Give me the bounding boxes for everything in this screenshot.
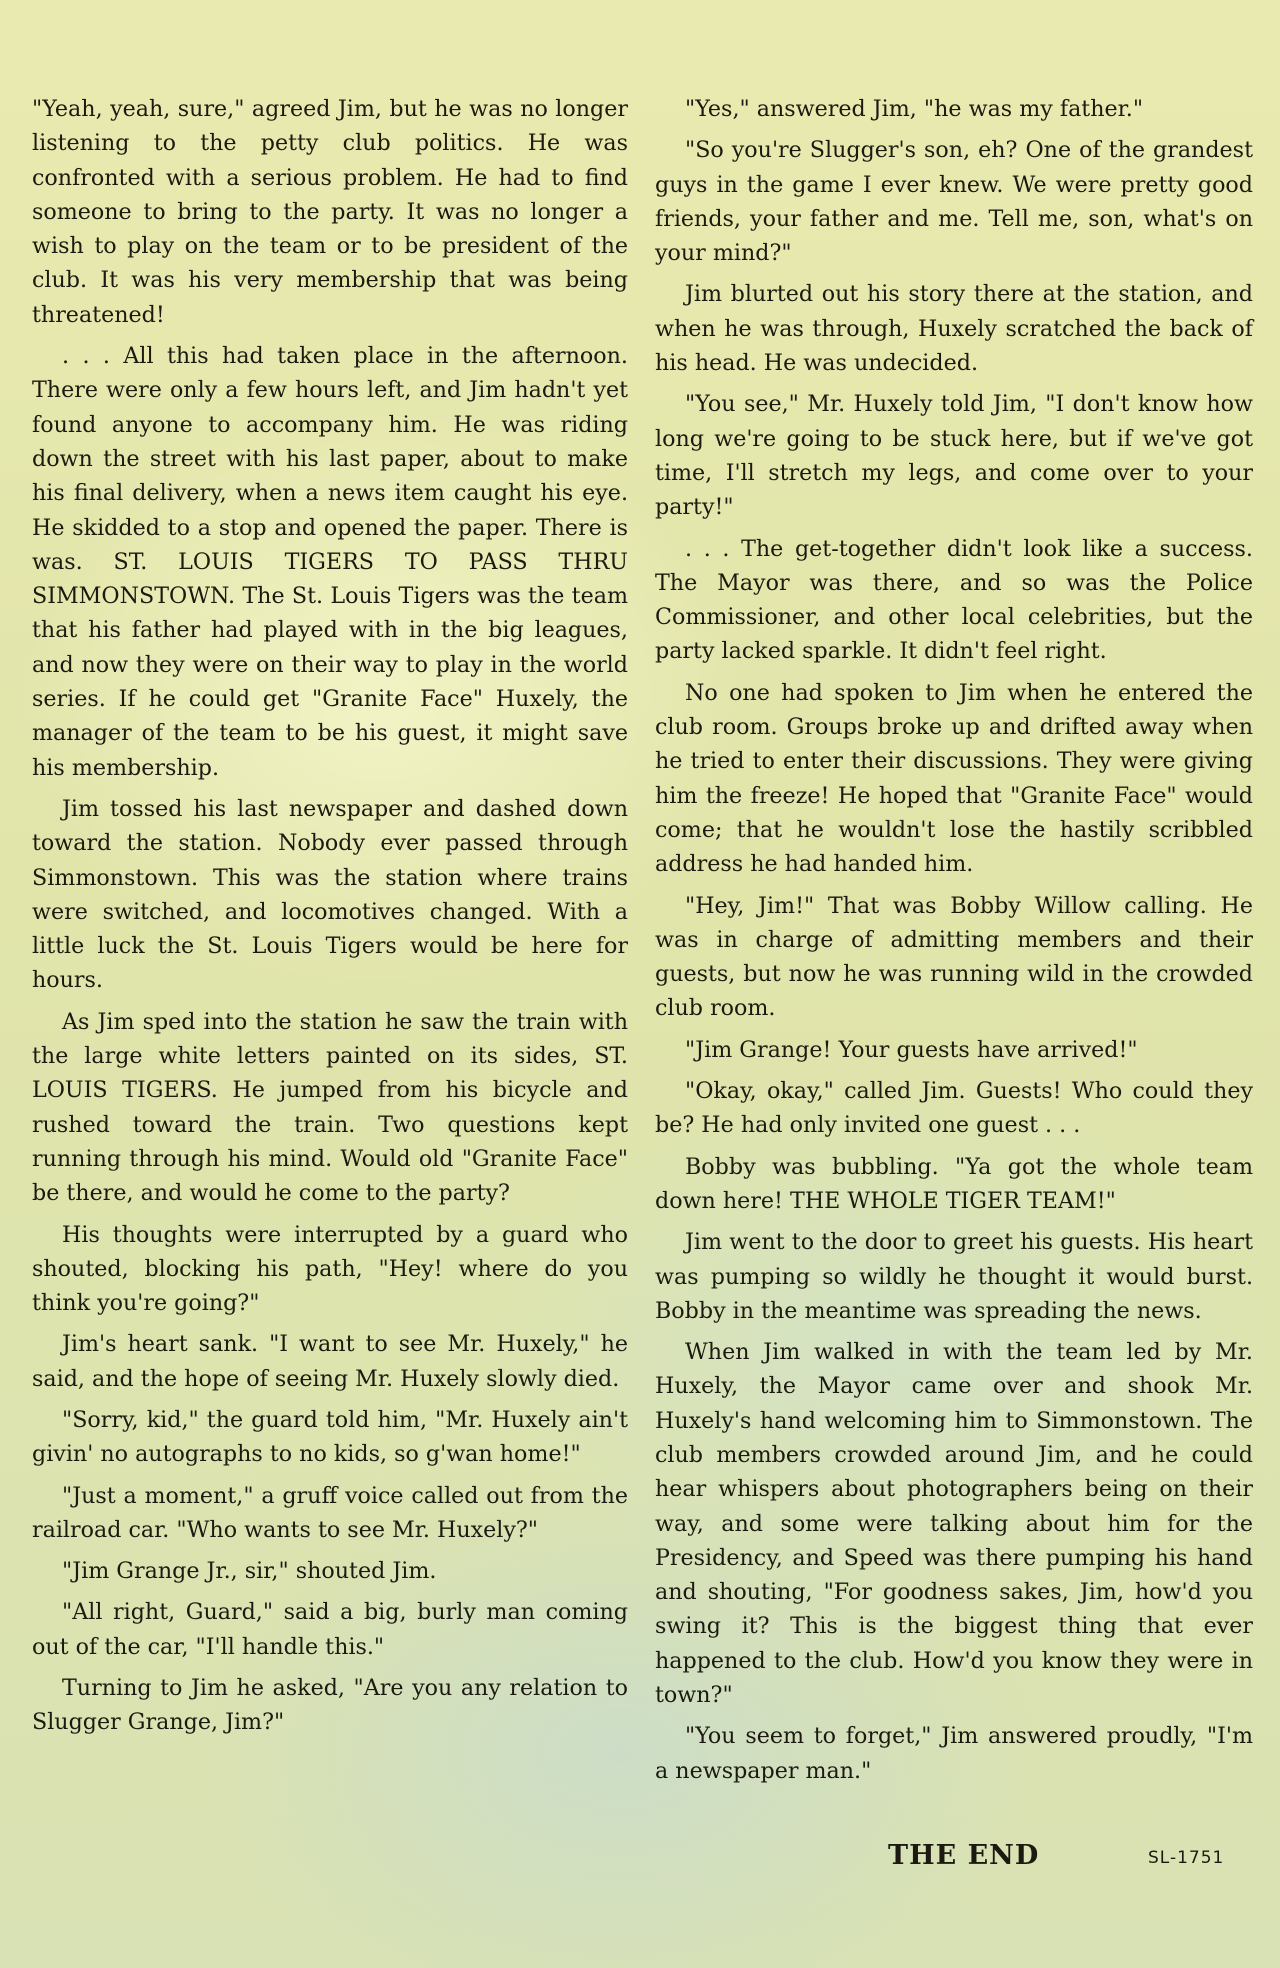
paragraph: Bobby was bubbling. "Ya got the whole team down here! THE WHOLE TIGER TEAM!" — [655, 1153, 1253, 1214]
paragraph: "Sorry, kid," the guard told him, "Mr. Huxely ain't givin' no autographs to no kids, so g'wan home!" — [32, 1406, 628, 1468]
paragraph: Jim went to the door to greet his guests. His heart was pumping so wildly he thought it would burst. Bobby in the meantime was spreading the news. — [655, 1229, 1253, 1324]
paragraph: "You see," Mr. Huxely told Jim, "I don't know how long we're going to be stuck here, but if we've got time, I'll stretch my legs, and come over to your party!" — [655, 391, 1253, 521]
paragraph: "Hey, Jim!" That was Bobby Willow calling. He was in charge of admitting members and their guests, but now he was running wild in the crowded club room. — [655, 892, 1253, 1022]
paragraph: "Okay, okay," called Jim. Guests! Who could they be? He had only invited one guest . . . — [655, 1078, 1253, 1139]
paragraph: As Jim sped into the station he saw the train with the large white letters painted on its sides, ST. LOUIS TIGERS. He jumped from his bicycle and rushed toward the train. Two questions kept running through his mind. Would old "Granite Face" be there, and would he come to the party? — [32, 1008, 628, 1207]
paragraph: . . . All this had taken place in the afternoon. There were only a few hours left, and Jim hadn't yet found anyone to accompany him. He was riding down the street with his last paper, about to make his final delivery, when a news item caught his eye. He skidded to a stop and opened the paper. There is was. ST. LOUIS TIGERS TO PASS THRU SIMMONSTOWN. The St. Louis Tigers was the team that his father had played with in the big leagues, and now they were on their way to play in the world series. If he could get "Granite Face" Huxely, the manager of the team to be his guest, it might save his membership. — [32, 343, 628, 781]
paragraph: "Jim Grange Jr., sir," shouted Jim. — [62, 1558, 437, 1585]
paragraph: "Just a moment," a gruff voice called out from the railroad car. "Who wants to see Mr. Huxely?" — [32, 1482, 628, 1543]
paragraph: "Yeah, yeah, sure," agreed Jim, but he was no longer listening to the petty club politics. He was confronted with a serious problem. He had to find someone to bring to the party. It was no longer a wish to play on the team or to be president of the club. It was his very membership that was being threatened! — [32, 96, 628, 328]
paragraph: When Jim walked in with the team led by Mr. Huxely, the Mayor came over and shook Mr. Huxely's hand welcoming him to Simmonstown. The club members crowded around Jim, and he could hear whispers about photographers being on their way, and some were talking about him for the Presidency, and Speed was there pumping his hand and shouting, "For goodness sakes, Jim, how'd you swing it? This is the biggest thing that ever happened to the club. How'd you know they were in town?" — [655, 1339, 1253, 1709]
the-end-label: THE END — [888, 1840, 1040, 1871]
left-column — [32, 92, 628, 1747]
paragraph: "You seem to forget," Jim answered proudly, "I'm a newspaper man." — [655, 1723, 1253, 1784]
paragraph: His thoughts were interrupted by a guard who shouted, blocking his path, "Hey! where do you think you're going?" — [32, 1221, 628, 1317]
paragraph: "Jim Grange! Your guests have arrived!" — [685, 1036, 1138, 1063]
paragraph: Jim tossed his last newspaper and dashed down toward the station. Nobody ever passed through Simmonstown. This was the station where trains were switched, and locomotives changed. With a little luck the St. Louis Tigers would be here for hours. — [32, 795, 628, 994]
paragraph: No one had spoken to Jim when he entered the club room. Groups broke up and drifted away when he tried to enter their discussions. They were giving him the freeze! He hoped that "Granite Face" would come; that he wouldn't lose the hastily scribbled address he had handed him. — [655, 679, 1253, 878]
page-code: SL-1751 — [1148, 1848, 1225, 1868]
paragraph: . . . The get-together didn't look like a success. The Mayor was there, and so was the Police Commissioner, and other local celebrities, but the party lacked sparkle. It didn't feel right. — [655, 535, 1253, 665]
paragraph: Jim's heart sank. "I want to see Mr. Huxely," he said, and the hope of seeing Mr. Huxely slowly died. — [32, 1331, 628, 1392]
paragraph: Jim blurted out his story there at the station, and when he was through, Huxely scratched the back of his head. He was undecided. — [655, 281, 1253, 377]
right-column — [655, 92, 1253, 1795]
paragraph: "All right, Guard," said a big, burly man coming out of the car, "I'll handle this." — [32, 1599, 628, 1660]
paragraph: Turning to Jim he asked, "Are you any relation to Slugger Grange, Jim?" — [32, 1675, 628, 1736]
paragraph: "Yes," answered Jim, "he was my father." — [685, 96, 1144, 122]
paragraph: "So you're Slugger's son, eh? One of the grandest guys in the game I ever knew. We were pretty good friends, your father and me. Tell me, son, what's on your mind?" — [655, 137, 1253, 267]
